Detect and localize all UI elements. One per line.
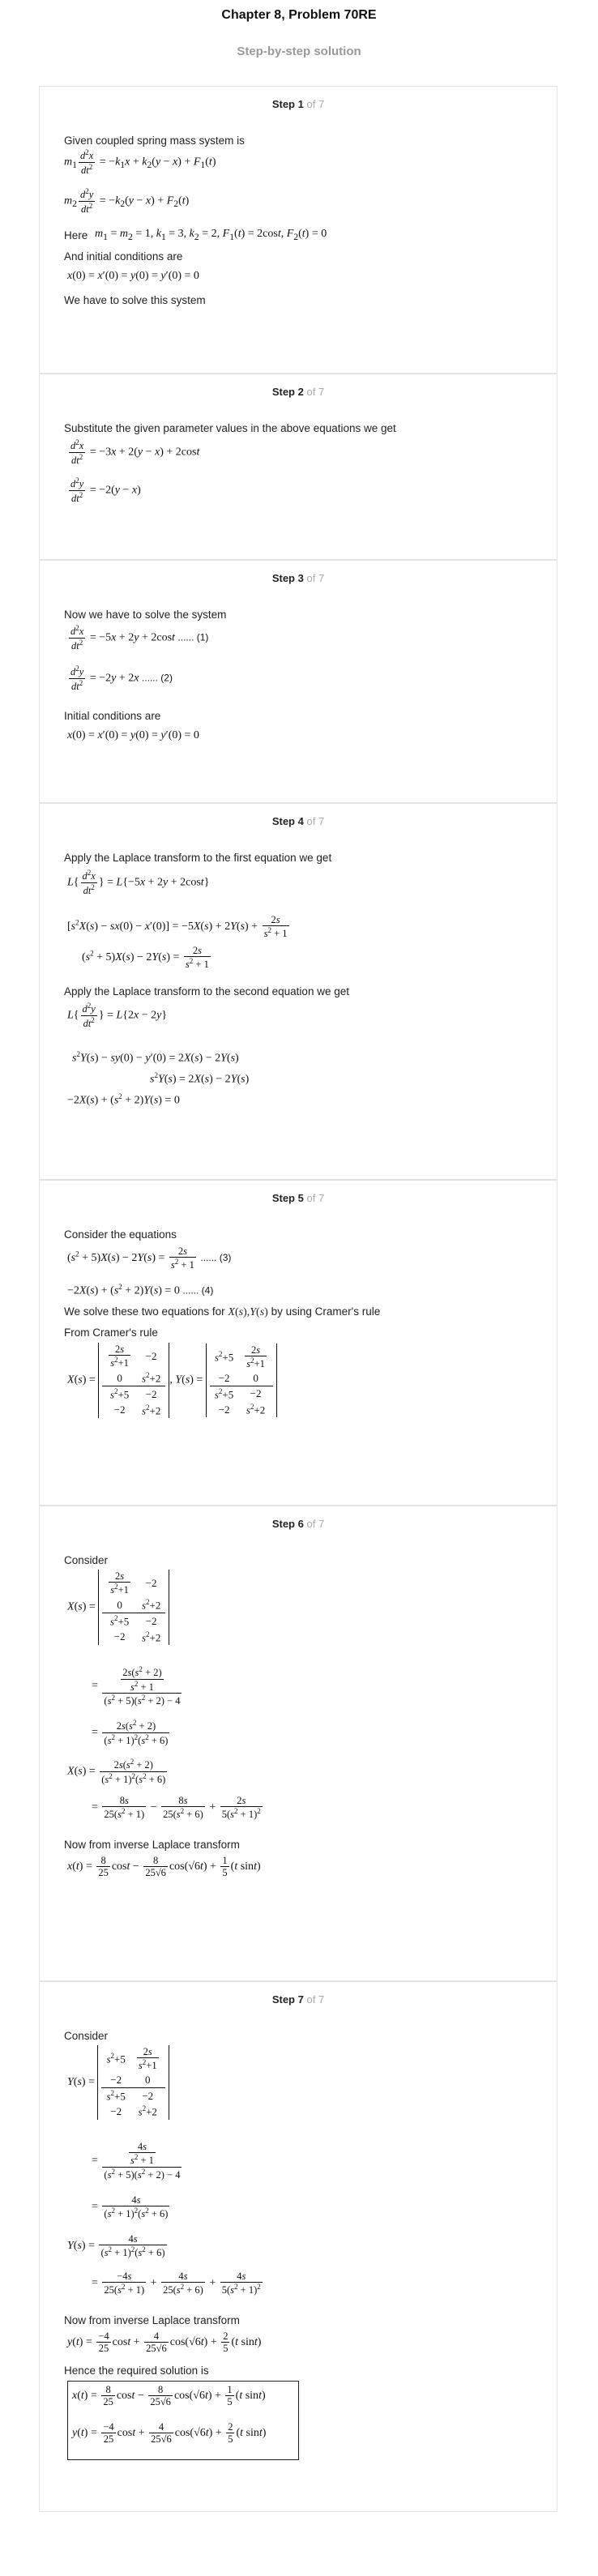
equation: $s^2Y(s) - sy(0) - y'(0) = 2X(s) - 2Y(s)$ bbox=[72, 1050, 239, 1065]
step-text: Apply the Laplace transform to the first equation we get bbox=[64, 852, 332, 864]
equation: Y(s) = $\frac{4s}{(s^2 + 1)^2(s^2 + 6)}$ bbox=[67, 2233, 165, 2259]
equation: $m_1 = m_2 = 1$, $k_1 = 3$, $k_2 = 2$, $F_1(t) = 2\cos t$, $F_2(t) = 0$ bbox=[95, 228, 327, 242]
solution-y: y(t) = $\frac{-4}{25}$ cost + $\frac{4}{25√6}$ cos(√6t) + $\frac{2}{5}$ (t sint) bbox=[67, 2330, 262, 2355]
equation: $\frac{d^2y}{dt^2}$ = −2(y − x) bbox=[70, 476, 141, 504]
step-4-card bbox=[39, 803, 557, 1180]
equation: X(s) = $\frac{2s(s^2 + 2)}{(s^2 + 1)^2(s^2 + 6)}$ bbox=[67, 1758, 166, 1785]
equation: x(0) = x′(0) = y(0) = y′(0) = 0 bbox=[67, 729, 199, 741]
step-3-card bbox=[39, 560, 557, 803]
step-text: Here bbox=[64, 229, 88, 241]
step-6-card bbox=[39, 1506, 557, 1981]
cramer-matrices: X(s) = $\frac{2s}{s^2+1}$ −2 0 $s^2+2$ $s^2+5$ −2 −2 $s^2+2$ , Y(s) = $s^2+5$ $\frac{2s}{s^2+1}$ −2 0 $s^2+5$ −2 −2 $s^2+2$ bbox=[67, 1343, 277, 1418]
chapter-title: Chapter 8, Problem 70RE bbox=[221, 8, 377, 22]
equation: x(0) = x′(0) = y(0) = y′(0) = 0 bbox=[67, 270, 199, 282]
step-7-heading: Step 7 of 7 bbox=[271, 1993, 325, 2006]
equation: $(s^2 + 5)X(s) - 2Y(s)$ = $\frac{2s}{s^2 + 1}$ bbox=[82, 945, 209, 971]
step-1-card bbox=[39, 86, 557, 374]
equation: = $\frac{2s(s^2 + 2)}{(s^2 + 1)^2(s^2 + 6)}$ bbox=[92, 1719, 169, 1746]
step-text: Substitute the given parameter values in the above equations we get bbox=[64, 422, 396, 434]
final-x: x(t) = $\frac{8}{25}$ cost − $\frac{8}{25√6}$ cos(√6t) + $\frac{1}{5}$ (t sint) bbox=[72, 2384, 266, 2408]
equation: $s^2Y(s) = 2X(s) - 2Y(s)$ bbox=[150, 1071, 250, 1086]
step-text: And initial conditions are bbox=[64, 250, 183, 263]
final-y: y(t) = $\frac{-4}{25}$ cost + $\frac{4}{25√6}$ cos(√6t) + $\frac{2}{5}$ (t sint) bbox=[72, 2421, 267, 2446]
step-text: Given coupled spring mass system is bbox=[64, 135, 245, 147]
step-3-heading: Step 3 of 7 bbox=[271, 572, 325, 584]
step-1-heading: Step 1 of 7 bbox=[271, 98, 325, 110]
equation: Y(s) = $s^2+5$ $\frac{2s}{s^2+1}$ −2 0 $s^2+5$ −2 −2 $s^2+2$ bbox=[67, 2045, 169, 2120]
equation: = $\frac{4s}{(s^2 + 1)^2(s^2 + 6)}$ bbox=[92, 2194, 169, 2220]
step-5-heading: Step 5 of 7 bbox=[271, 1192, 325, 1204]
step-text: Consider bbox=[64, 2030, 109, 2042]
equation: $m_1$ $\frac{d^2x}{dt^2}$ = $-k_1x + k_2(y - x) + F_1(t)$ bbox=[64, 148, 216, 176]
step-text: From Cramer's rule bbox=[64, 1326, 158, 1339]
solution-subtitle: Step-by-step solution bbox=[237, 45, 361, 58]
equation: $-2X(s) + (s^2 + 2)Y(s) = 0$ bbox=[67, 1092, 180, 1107]
equation: $[s^2X(s) - sx(0) - x'(0)] = -5X(s) + 2Y(s)$ + $\frac{2s}{s^2 + 1}$ bbox=[67, 914, 288, 940]
step-text: Apply the Laplace transform to the second equation we get bbox=[64, 985, 349, 998]
equation-1: $\frac{d^2x}{dt^2}$ = −5x + 2y + 2cost ...... (1) bbox=[70, 624, 209, 651]
step-text: Now from inverse Laplace transform bbox=[64, 2314, 240, 2326]
step-text: We solve these two equations for X(s),Y(s) by using Cramer's rule bbox=[64, 1305, 381, 1318]
step-text: Initial conditions are bbox=[64, 710, 161, 722]
equation: $\frac{d^2x}{dt^2}$ = −3x + 2(y − x) + 2cost bbox=[70, 438, 200, 466]
equation: X(s) = $\frac{2s}{s^2+1}$ −2 0 $s^2+2$ $s^2+5$ −2 −2 $s^2+2$ bbox=[67, 1570, 169, 1645]
step-5-card bbox=[39, 1180, 557, 1506]
step-6-heading: Step 6 of 7 bbox=[271, 1518, 325, 1530]
step-text: Consider the equations bbox=[64, 1228, 177, 1241]
equation: $m_2$ $\frac{d^2y}{dt^2}$ = $-k_2(y - x) + F_2(t)$ bbox=[64, 187, 190, 215]
step-2-card bbox=[39, 374, 557, 560]
step-text: We have to solve this system bbox=[64, 294, 206, 306]
equation: = $\frac{-4s}{25(s^2 + 1)}$ + $\frac{4s}{25(s^2 + 6)}$ + $\frac{4s}{5(s^2 + 1)^2}$ bbox=[92, 2271, 261, 2296]
step-4-heading: Step 4 of 7 bbox=[271, 815, 325, 827]
equation: = $\frac{\frac{4s}{s^2 + 1}}{(s^2 + 5)(s^2 + 2) - 4}$ bbox=[92, 2141, 181, 2181]
equation: = $\frac{\frac{2s(s^2 + 2)}{s^2 + 1}}{(s^2 + 5)(s^2 + 2) - 4}$ bbox=[92, 1665, 181, 1707]
equation-2: $\frac{d^2y}{dt^2}$ = −2y + 2x ...... (2) bbox=[70, 664, 173, 692]
equation-4: $-2X(s) + (s^2 + 2)Y(s) = 0$ ...... (4) bbox=[67, 1283, 214, 1297]
step-text: Consider bbox=[64, 1554, 109, 1566]
step-text: Now from inverse Laplace transform bbox=[64, 1839, 240, 1851]
step-7-card bbox=[39, 1981, 557, 2512]
equation-3: $(s^2 + 5)X(s) - 2Y(s)$ = $\frac{2s}{s^2 + 1}$ ...... (3) bbox=[67, 1245, 232, 1271]
solution-x: x(t) = $\frac{8}{25}$ cost − $\frac{8}{25√6}$ cos(√6t) + $\frac{1}{5}$ (t sint) bbox=[67, 1855, 261, 1879]
equation: = $\frac{8s}{25(s^2 + 1)}$ − $\frac{8s}{25(s^2 + 6)}$ + $\frac{2s}{5(s^2 + 1)^2}$ bbox=[92, 1795, 261, 1821]
equation: L{ $\frac{d^2y}{dt^2}$ } = L{2x − 2y} bbox=[67, 1002, 168, 1029]
step-text: Now we have to solve the system bbox=[64, 609, 227, 621]
equation: L{ $\frac{d^2x}{dt^2}$ } = L{−5x + 2y + 2cost} bbox=[67, 869, 210, 896]
step-2-heading: Step 2 of 7 bbox=[271, 386, 325, 398]
step-text: Hence the required solution is bbox=[64, 2365, 209, 2377]
